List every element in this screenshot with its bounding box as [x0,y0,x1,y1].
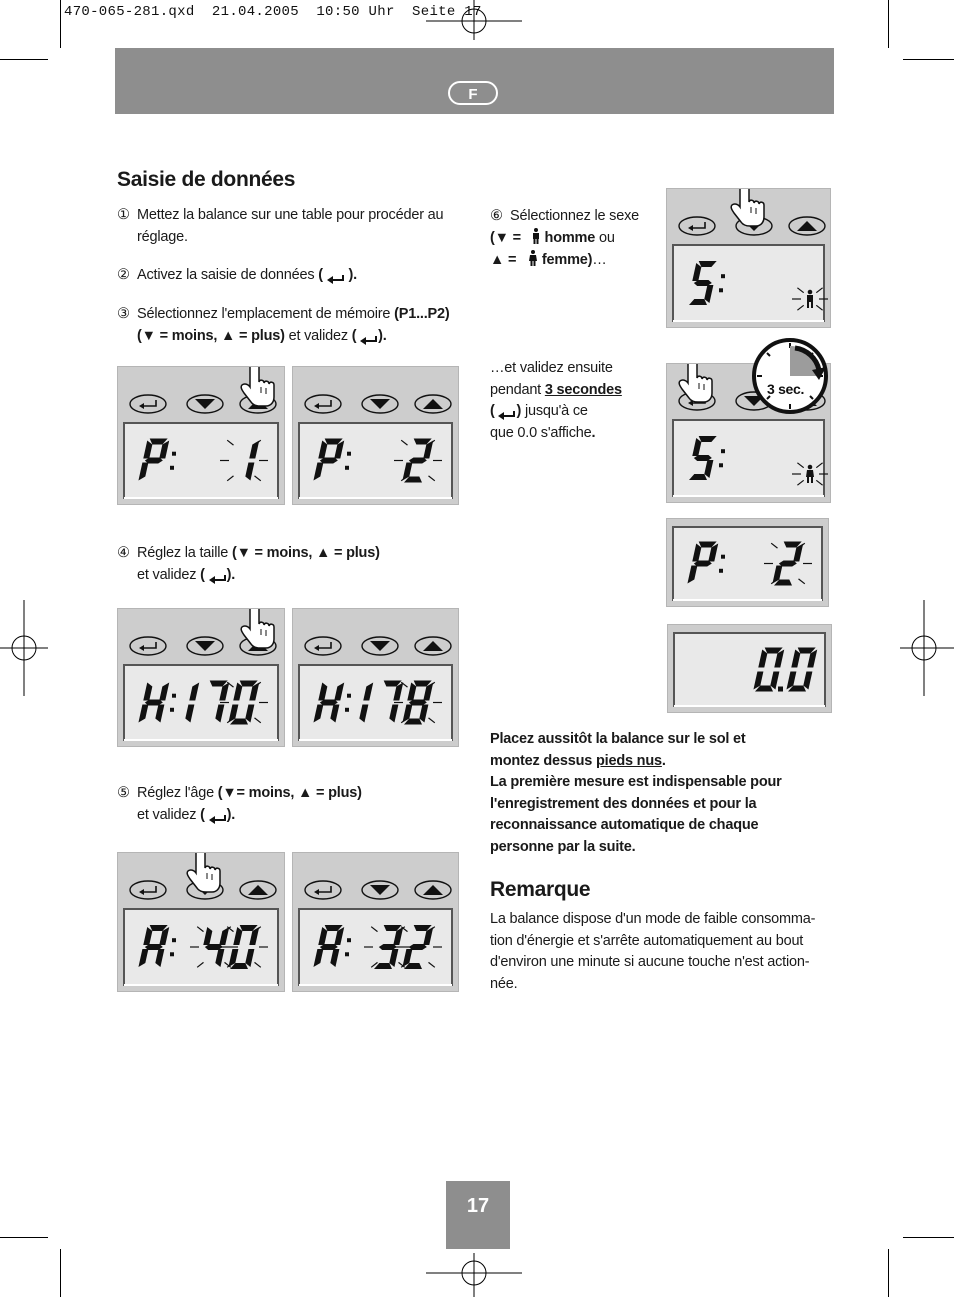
step-text: Activez la saisie de données [137,267,319,283]
paren: ). [344,267,357,283]
step-6 [490,206,650,228]
up-arrow-icon [423,885,443,895]
pointing-hand-icon [187,853,220,892]
confirm-line: pendant [490,381,545,398]
language-badge: F [448,81,498,105]
up-button [240,881,276,899]
instruction-line: reconnaissance automatique de chaque [490,817,759,833]
step-2 [117,265,462,287]
crop-mark [60,0,61,48]
enter-button [305,637,341,655]
lcd-panel-p2 [292,366,459,505]
enter-button [130,881,166,899]
up-button [415,881,451,899]
lcd-panel-p1 [117,366,285,505]
enter-icon [498,407,516,415]
down-arrow-icon [370,399,390,409]
lcd-panel-a32 [292,852,459,992]
button-row [305,395,451,413]
key-legend: (▼ = moins, ▲ = plus) [137,327,285,344]
paren: ). [378,327,387,344]
paren: ( [200,566,209,583]
pointing-hand-icon [241,609,274,648]
step-4 [117,543,462,586]
lcd-decimal-point [778,687,783,692]
crop-mark [888,0,889,48]
lcd-panel-h178 [292,608,459,747]
lcd-panel-a40 [117,852,285,992]
enter-icon [209,811,227,819]
step-5 [117,783,462,826]
crop-mark [0,59,48,60]
step-text: Mettez la balance sur une table pour procéder au réglage. [137,207,444,245]
down-arrow-icon [370,641,390,651]
paren: ( [318,267,327,283]
remark-title: Remarque [490,878,591,901]
section-title: Saisie de données [117,168,296,191]
confirm-line: …et validez ensuite [490,360,613,376]
step-text: Réglez l'âge [137,785,218,801]
up-arrow-icon [423,399,443,409]
step-number: ⑥ [490,208,503,224]
registration-mark-bottom [426,1253,522,1297]
instruction-block [490,729,835,858]
pointing-hand-icon [679,364,712,402]
key-legend: (▼ = moins, ▲ = plus) [231,545,380,561]
remark-line: La balance dispose d'un mode de faible consomma- [490,911,816,927]
male-icon [531,228,541,244]
down-arrow-icon [195,641,215,651]
enter-button [679,217,715,235]
step-number: ① [117,207,130,223]
remark-line: née. [490,975,518,992]
pointing-hand-icon [731,189,764,226]
remark-line: tion d'énergie et s'arrête automatiquement au bout [490,932,804,949]
step-text: ou [595,230,615,246]
down-button [362,637,398,655]
down-arrow-icon [195,399,215,409]
timer-icon [749,334,831,416]
down-button [187,637,223,655]
female-icon [528,250,538,266]
up-arrow-icon [797,221,817,231]
confirm-text [490,358,660,444]
male-label: homme [540,230,596,246]
enter-button [305,881,341,899]
button-row [305,881,451,899]
confirm-line: jusqu'à ce [521,403,588,419]
lcd-panel-p2-result [666,518,829,607]
step-number: ⑤ [117,785,130,801]
crop-mark [903,1237,954,1238]
up-arrow-icon [248,885,268,895]
instruction-line: Placez aussitôt la balance sur le sol et [490,731,746,747]
remark-text [490,909,835,995]
instruction-line: montez dessus [490,752,596,769]
step-text: Réglez la taille [137,545,232,561]
lcd-panel-h170 [117,608,285,747]
lcd-screen [674,633,825,706]
up-arrow-icon [423,641,443,651]
step-3 [117,304,462,347]
down-button [362,881,398,899]
registration-mark-left [0,600,48,696]
step-text: Sélectionnez l'emplacement de mémoire [137,306,395,322]
ellipsis: … [592,252,607,268]
confirm-line: que 0.0 s'affiche [490,424,592,441]
up-button [415,395,451,413]
crop-mark [60,1249,61,1297]
step-6-male [490,228,650,250]
memory-range: (P1...P2) [394,306,450,322]
crop-mark [903,59,954,60]
pointing-hand-icon [241,367,274,406]
crop-mark [888,1249,889,1297]
up-button [415,637,451,655]
remark-line: d'environ une minute si aucune touche n'est action- [490,954,810,970]
period: . [591,424,596,441]
step-text: et validez [137,566,201,583]
registration-mark-top [426,0,522,40]
down-button [362,395,398,413]
enter-button [130,395,166,413]
enter-icon [209,571,227,579]
instruction-line: La première mesure est indispensable pour [490,774,782,790]
step-text: et validez [284,327,352,344]
registration-mark-right [900,600,954,696]
lcd-panel-zero [667,624,832,713]
up-button [789,217,825,235]
step-6-female [490,250,650,272]
instruction-line: personne par la suite. [490,838,636,855]
enter-icon [327,271,345,279]
step-number: ② [117,267,130,283]
button-row [305,637,451,655]
key-up: ▲ = [490,252,521,268]
paren: ). [226,806,236,823]
down-button [187,395,223,413]
enter-icon [360,332,378,340]
step-number: ④ [117,545,130,561]
paren: ( [200,806,209,823]
instruction-line: l'enregistrement des données et pour la [490,795,757,812]
enter-button [130,637,166,655]
female-label: femme) [538,252,593,268]
step-text: et validez [137,806,201,823]
file-header: 470-065-281.qxd 21.04.2005 10:50 Uhr Seite 17 [64,4,482,20]
step-number: ③ [117,306,130,322]
timer-label: 3 sec. [767,381,805,397]
enter-button [305,395,341,413]
step-1 [117,205,462,248]
paren: ( [351,327,361,344]
period: . [661,752,666,769]
down-arrow-icon [370,885,390,895]
page-number: 17 [446,1181,510,1249]
key-legend: (▼= moins, ▲ = plus) [217,785,362,801]
paren: ) [516,403,522,419]
crop-mark [0,1237,48,1238]
lcd-panel-s-male [666,188,831,328]
paren: ). [226,566,236,583]
paren: ( [490,403,499,419]
barefoot: pieds nus [595,752,662,769]
key-down: (▼ = [490,230,525,246]
duration: 3 secondes [544,381,622,398]
step-text: Sélectionnez le sexe [510,208,639,224]
